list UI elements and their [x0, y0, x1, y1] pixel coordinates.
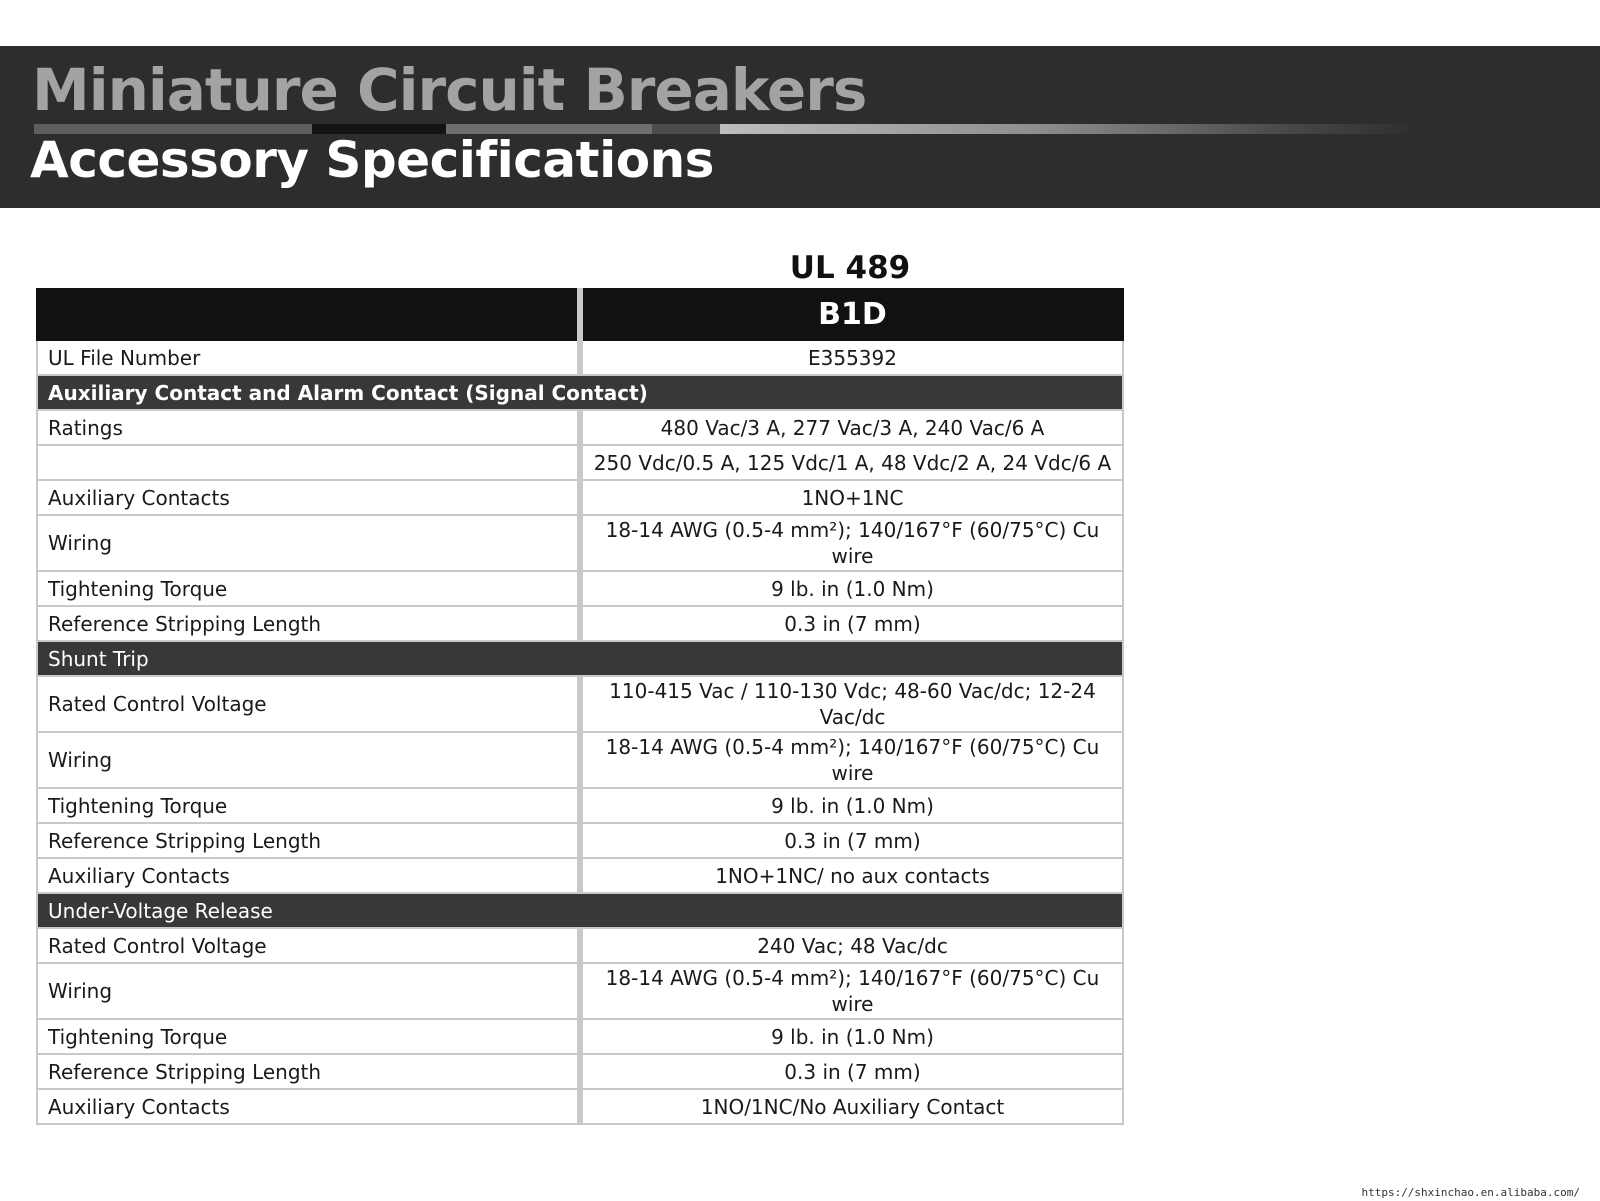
table-row: [37, 445, 1123, 480]
row-value: 9 lb. in (1.0 Nm): [580, 571, 1123, 606]
table-row: [37, 410, 1123, 445]
row-label: Auxiliary Contacts: [37, 480, 580, 515]
row-value: 0.3 in (7 mm): [580, 606, 1123, 641]
row-label: Wiring: [37, 515, 580, 571]
table-row: [37, 788, 1123, 823]
row-label: Auxiliary Contacts: [37, 858, 580, 893]
table-header-row: [37, 289, 1123, 340]
table-row: [37, 676, 1123, 732]
row-value: 1NO+1NC: [580, 480, 1123, 515]
row-value: 9 lb. in (1.0 Nm): [580, 788, 1123, 823]
row-value: 9 lb. in (1.0 Nm): [580, 1019, 1123, 1054]
row-value: 250 Vdc/0.5 A, 125 Vdc/1 A, 48 Vdc/2 A, 24 Vdc/6 A: [580, 445, 1123, 480]
table-row: [37, 1054, 1123, 1089]
table-row: [37, 571, 1123, 606]
section-title: Under-Voltage Release: [37, 893, 1123, 928]
table-row: [37, 732, 1123, 788]
page-banner: [0, 46, 1600, 208]
section-header-aux-alarm: [37, 375, 1123, 410]
row-value: 1NO/1NC/No Auxiliary Contact: [580, 1089, 1123, 1124]
row-label: Rated Control Voltage: [37, 928, 580, 963]
section-title: Shunt Trip: [37, 641, 1123, 676]
row-value: 18-14 AWG (0.5-4 mm²); 140/167°F (60/75°C) Cu wire: [580, 732, 1123, 788]
row-label: Reference Stripping Length: [37, 606, 580, 641]
row-value: 0.3 in (7 mm): [580, 823, 1123, 858]
spec-table: [36, 288, 1124, 1125]
table-row: [37, 928, 1123, 963]
row-value: E355392: [580, 340, 1123, 375]
row-label: Tightening Torque: [37, 788, 580, 823]
row-label: Ratings: [37, 410, 580, 445]
table-row: [37, 480, 1123, 515]
row-label: Reference Stripping Length: [37, 1054, 580, 1089]
row-label: Rated Control Voltage: [37, 676, 580, 732]
table-row: [37, 963, 1123, 1019]
section-header-shunt-trip: [37, 641, 1123, 676]
product-header: B1D: [580, 289, 1123, 340]
table-row: [37, 606, 1123, 641]
page-subtitle: Accessory Specifications: [30, 131, 714, 189]
row-label: Wiring: [37, 963, 580, 1019]
row-label: Auxiliary Contacts: [37, 1089, 580, 1124]
table-row: [37, 1019, 1123, 1054]
row-label: [37, 445, 580, 480]
table-row: [37, 1089, 1123, 1124]
row-label: Tightening Torque: [37, 571, 580, 606]
row-value: 18-14 AWG (0.5-4 mm²); 140/167°F (60/75°C) Cu wire: [580, 963, 1123, 1019]
row-value: 110-415 Vac / 110-130 Vdc; 48-60 Vac/dc; 12-24 Vac/dc: [580, 676, 1123, 732]
source-url: https://shxinchao.en.alibaba.com/: [1361, 1186, 1580, 1199]
table-row: [37, 340, 1123, 375]
header-blank-cell: [37, 289, 580, 340]
decorative-stripe-gradient: [720, 124, 1420, 134]
row-label: Tightening Torque: [37, 1019, 580, 1054]
section-title: Auxiliary Contact and Alarm Contact (Signal Contact): [37, 375, 1123, 410]
row-label: UL File Number: [37, 340, 580, 375]
standard-heading: UL 489: [789, 250, 911, 286]
row-value: 240 Vac; 48 Vac/dc: [580, 928, 1123, 963]
row-value: 480 Vac/3 A, 277 Vac/3 A, 240 Vac/6 A: [580, 410, 1123, 445]
row-value: 0.3 in (7 mm): [580, 1054, 1123, 1089]
table-row: [37, 515, 1123, 571]
row-value: 18-14 AWG (0.5-4 mm²); 140/167°F (60/75°C) Cu wire: [580, 515, 1123, 571]
table-row: [37, 823, 1123, 858]
table-row: [37, 858, 1123, 893]
row-label: Reference Stripping Length: [37, 823, 580, 858]
row-value: 1NO+1NC/ no aux contacts: [580, 858, 1123, 893]
section-header-under-voltage: [37, 893, 1123, 928]
row-label: Wiring: [37, 732, 580, 788]
page-title: Miniature Circuit Breakers: [32, 56, 867, 124]
